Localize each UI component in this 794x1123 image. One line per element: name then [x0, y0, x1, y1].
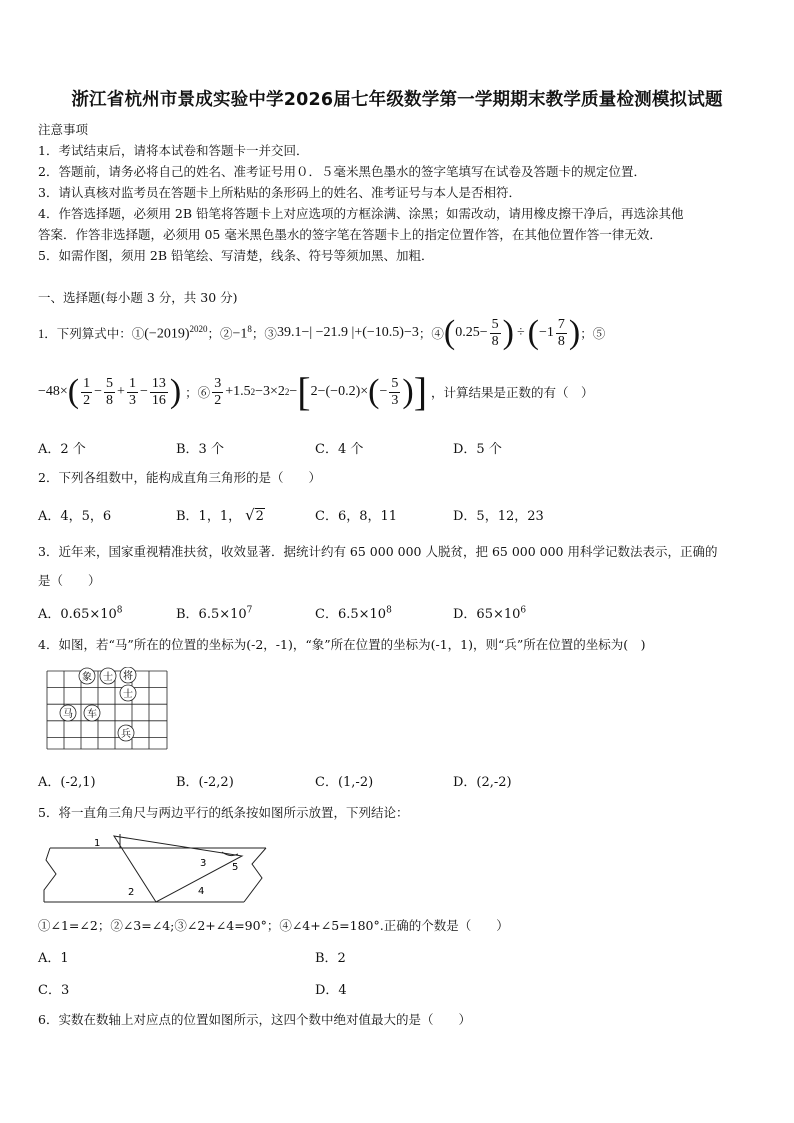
q3-option-c: C．$6.5\times 10^8$: [315, 605, 392, 622]
q1-expr-5: −48× ( $\frac{1}{2}$ − $\frac{5}{8}$ + $\frac{1}{3}$ − $\frac{13}{16}$ ): [38, 373, 182, 410]
angle-label-1: 1: [94, 838, 101, 849]
q2-option-a: A．4，5，6: [38, 509, 112, 524]
q1-option-a: A．2 个: [38, 442, 86, 457]
chessboard-figure: [44, 667, 170, 753]
page-title: 浙江省杭州市景成实验中学2026届七年级数学第一学期期末教学质量检测模拟试题: [71, 90, 723, 110]
chess-piece-bing: [118, 725, 134, 741]
question-1-line-2: −48× ( $\frac{1}{2}$ − $\frac{5}{8}$ + $\frac{1}{3}$ − $\frac{13}{16}$ ) ；⑥ $\frac{3}{2}$ +1.5 2 −3×2 2 − [ 2−(−0.2)× ( − $\frac{5}{3}$ ) ] ，计算结果是正数的有（ ）: [38, 369, 594, 414]
triangle-strip-figure: [36, 828, 276, 908]
q1-option-b: B．3 个: [176, 442, 224, 457]
chess-piece-jiang: [120, 667, 136, 683]
q4-option-a: A．(-2,1): [38, 775, 96, 790]
angle-label-3: 3: [200, 858, 207, 869]
strip-left-jagged: [44, 848, 56, 902]
chess-piece-xiang: [79, 668, 95, 684]
q3-option-b: B．$6.5\times 10^7$: [176, 605, 253, 622]
q5-option-a: A．1: [38, 951, 69, 966]
q1-lead: 1．下列算式中：①: [38, 327, 145, 341]
question-6-stem: 6．实数在数轴上对应点的位置如图所示，这四个数中绝对值最大的是（ ）: [38, 1012, 471, 1027]
svg-text:士: 士: [103, 672, 113, 683]
svg-text:将: 将: [123, 671, 133, 682]
notes-item: 答案．作答非选择题，必须用 05 毫米黑色墨水的签字笔在答题卡上的指定位置作答，在其他位置作答一律无效．: [38, 227, 662, 242]
q5-conclusions: ①∠1=∠2；②∠3=∠4;③∠2+∠4=90°；④∠4+∠5=180°.正确的个数是（ ）: [38, 918, 509, 933]
svg-text:马: 马: [63, 709, 73, 720]
question-1-line-1: 1．下列算式中：① $(-2019)^{2020}$ ；② $-1^8$ ；③ 39.1−| −21.9 |+(−10.5)−3 ；④ ( 0.25− $\frac{5}{8}$ ) ÷ ( −1 $\frac{7}{8}$ ) ；⑤: [38, 314, 606, 351]
chess-piece-ma: [60, 705, 76, 721]
q5-option-d: D．4: [315, 983, 347, 998]
svg-text:象: 象: [82, 672, 92, 683]
q1-expr-4: ( 0.25− $\frac{5}{8}$ ) ÷ ( −1 $\frac{7}{8}$ ): [443, 314, 581, 351]
q2-option-b: B．1，1， √2: [176, 506, 264, 524]
chess-piece-che: [84, 705, 100, 721]
q2-option-c: C．6，8，11: [315, 509, 398, 524]
q1-expr-2: $-1^8$: [232, 323, 252, 342]
question-3-stem-cont: 是（ ）: [38, 573, 101, 588]
notes-heading: 注意事项: [38, 122, 89, 137]
notes-item: 2．答题前，请务必将自己的姓名、准考证号用０．５毫米黑色墨水的签字笔填写在试卷及答题卡的规定位置．: [38, 164, 646, 179]
q1-expr-3: 39.1−| −21.9 |+(−10.5)−3: [276, 325, 419, 340]
question-3-stem: 3．近年来，国家重视精准扶贫，收效显著．据统计约有 65 000 000 人脱贫，把 65 000 000 用科学记数法表示，正确的: [38, 544, 718, 559]
q4-option-c: C．(1,-2): [315, 775, 374, 790]
question-5-stem: 5．将一直角三角尺与两边平行的纸条按如图所示放置，下列结论：: [38, 805, 409, 820]
svg-text:兵: 兵: [121, 729, 131, 740]
angle-label-4: 4: [198, 886, 205, 897]
chess-piece-shi-2: [120, 685, 136, 701]
notes-item: 5．如需作图，须用 2B 铅笔绘、写清楚，线条、符号等须加黑、加粗．: [38, 248, 434, 263]
q5-option-c: C．3: [38, 983, 70, 998]
q5-option-b: B．2: [315, 951, 346, 966]
notes-item: 1．考试结束后，请将本试卷和答题卡一并交回．: [38, 143, 309, 158]
notes-item: 4．作答选择题，必须用 2B 铅笔将答题卡上对应选项的方框涂满、涂黑；如需改动，请用橡皮擦干净后，再选涂其他: [38, 206, 684, 221]
q2-option-d: D．5，12，23: [453, 509, 544, 524]
svg-text:车: 车: [87, 709, 97, 720]
notes-item: 3．请认真核对监考员在答题卡上所粘贴的条形码上的姓名、准考证号与本人是否相符．: [38, 185, 521, 200]
section-heading: 一、选择题(每小题 3 分，共 30 分): [38, 290, 238, 305]
chess-piece-shi-1: [100, 668, 116, 684]
q1-expr-6: $\frac{3}{2}$ +1.5 2 −3×2 2 − [ 2−(−0.2)× ( − $\frac{5}{3}$ ) ]: [214, 369, 428, 414]
q4-option-b: B．(-2,2): [176, 775, 234, 790]
q3-option-a: A．$0.65\times 10^8$: [38, 605, 123, 622]
q1-option-c: C．4 个: [315, 442, 364, 457]
angle-label-2: 2: [128, 887, 135, 898]
q1-expr-1: $(-2019)^{2020}$: [144, 323, 208, 342]
angle-label-5: 5: [232, 862, 239, 873]
question-2-stem: 2．下列各组数中，能构成直角三角形的是（ ）: [38, 470, 321, 485]
strip-right-jagged: [244, 848, 266, 902]
question-4-stem: 4．如图，若“马”所在的位置的坐标为(-2，-1)，“象”所在位置的坐标为(-1，1)，则“兵”所在位置的坐标为( ): [38, 637, 646, 652]
q3-option-d: D．$65\times 10^6$: [453, 605, 527, 622]
svg-text:士: 士: [123, 689, 133, 700]
q4-option-d: D．(2,-2): [453, 775, 512, 790]
q1-option-d: D．5 个: [453, 442, 502, 457]
